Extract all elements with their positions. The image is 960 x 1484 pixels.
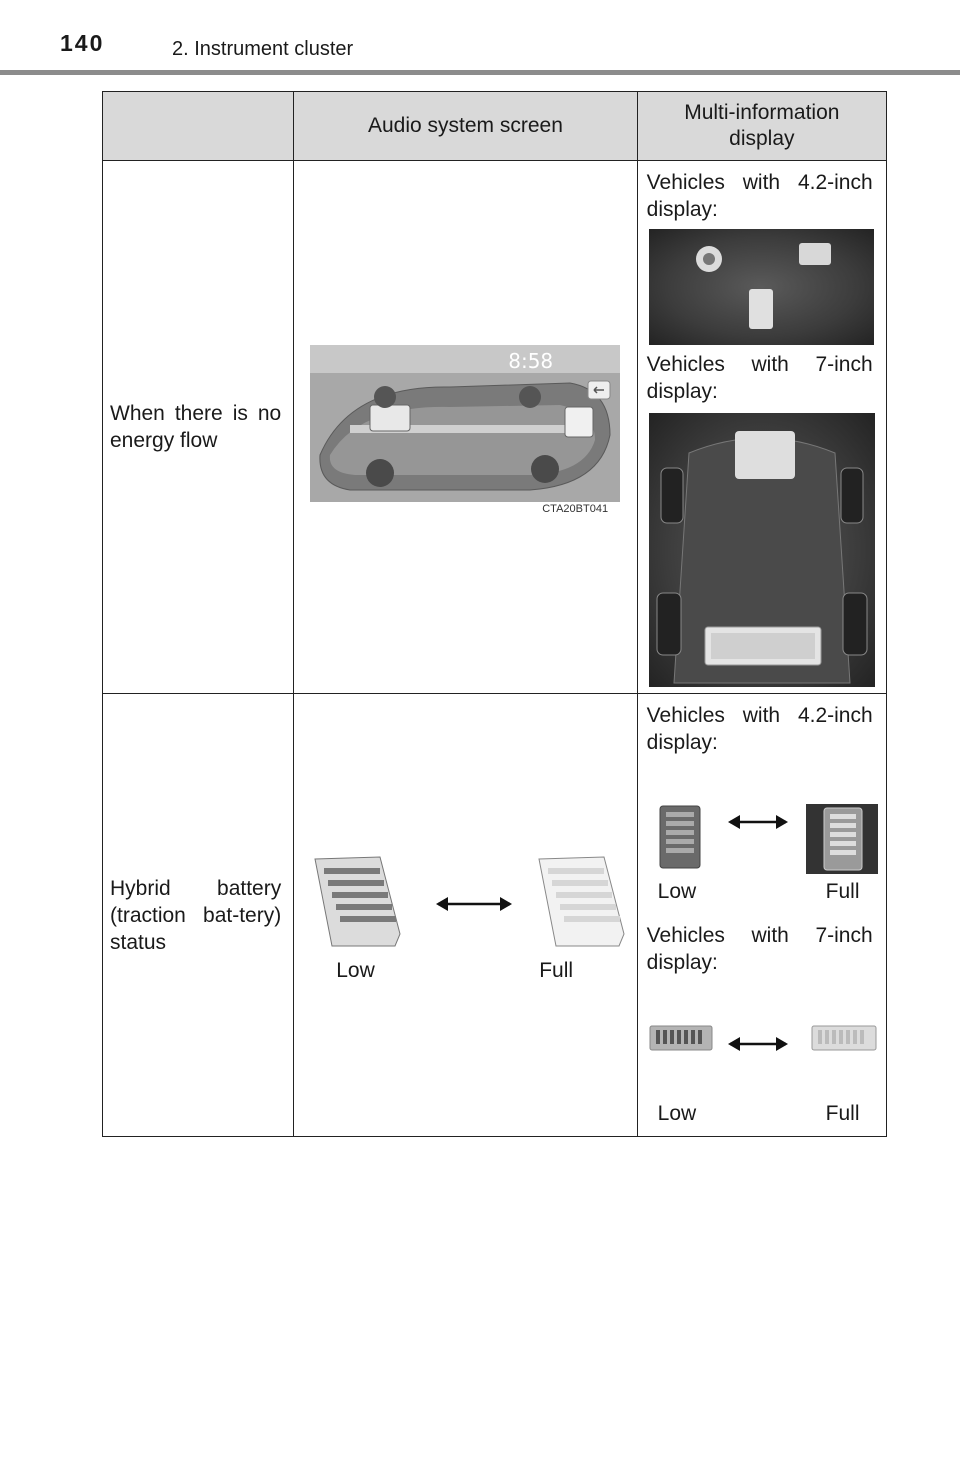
header-rule — [0, 70, 960, 75]
battery-gauge-icon — [310, 854, 405, 949]
page-number: 140 — [60, 30, 105, 56]
battery-gauge-icon — [565, 407, 593, 437]
battery-gauge-icon — [658, 804, 702, 870]
double-headed-arrow-icon — [726, 812, 790, 832]
wheel-icon — [531, 455, 559, 483]
mid-42-label: Vehicles with 4.2-inch display: — [646, 171, 873, 221]
battery-gauge-icon — [810, 1024, 878, 1054]
wheel-icon — [366, 459, 394, 487]
car-top-view-illustration — [310, 345, 620, 502]
row-label-battery — [103, 694, 294, 1137]
row-label-no-energy — [103, 161, 294, 694]
row-label-text: Hybrid battery (traction bat-tery) status — [110, 876, 282, 954]
mid-7-label: Vehicles with 7-inch display: — [646, 353, 873, 403]
mid-cell-no-energy — [637, 161, 886, 694]
mid-42-illustration — [649, 229, 874, 345]
battery-gauge-icon — [749, 289, 773, 329]
audio-cell-no-energy — [294, 161, 637, 694]
header-cell-empty — [103, 92, 294, 161]
header-cell-audio: Audio system screen — [294, 92, 637, 161]
figure-code: CTA20BT041 — [542, 503, 609, 515]
wheel-icon — [519, 386, 541, 408]
mid-7-label: Vehicles with 7-inch display: — [646, 924, 873, 974]
wheel-icon — [843, 593, 867, 655]
mid-7-low-label: Low — [657, 1102, 697, 1125]
engine-icon — [735, 431, 795, 479]
mid-42-screen — [649, 229, 874, 345]
mid-7-screen — [649, 413, 875, 687]
engine-icon — [799, 243, 831, 265]
header-cell-mid — [637, 92, 886, 161]
engine-icon — [370, 405, 410, 431]
battery-gauge-icon — [806, 804, 878, 874]
table-row — [103, 694, 887, 1137]
mid-7-illustration — [649, 413, 875, 687]
audio-full-label: Full — [539, 959, 574, 982]
wheel-icon — [657, 593, 681, 655]
audio-clock: 8:58 — [508, 349, 554, 373]
page-header — [0, 0, 960, 76]
mid-42-label: Vehicles with 4.2-inch display: — [646, 704, 873, 754]
battery-gauge-icon — [648, 1024, 714, 1054]
wheel-icon — [841, 468, 863, 523]
mid-42-low-label: Low — [657, 880, 697, 903]
double-headed-arrow-icon — [434, 894, 514, 914]
table-header-row — [103, 92, 887, 161]
audio-low-label: Low — [336, 959, 375, 982]
wheel-icon — [374, 386, 396, 408]
battery-gauge-icon — [534, 854, 629, 949]
mid-cell-battery — [637, 694, 886, 1137]
double-headed-arrow-icon — [726, 1034, 790, 1054]
audio-cell-battery — [294, 694, 637, 1137]
display-table — [102, 91, 887, 1137]
audio-screen-energy — [310, 345, 620, 502]
mid-7-full-label: Full — [825, 1102, 860, 1125]
row-label-text: When there is no energy flow — [110, 402, 282, 452]
section-title: 2. Instrument cluster — [172, 38, 354, 60]
wheel-icon — [661, 468, 683, 523]
header-mid-text: Multi-information display — [684, 101, 840, 150]
mid-42-full-label: Full — [825, 880, 860, 903]
table-row — [103, 161, 887, 694]
